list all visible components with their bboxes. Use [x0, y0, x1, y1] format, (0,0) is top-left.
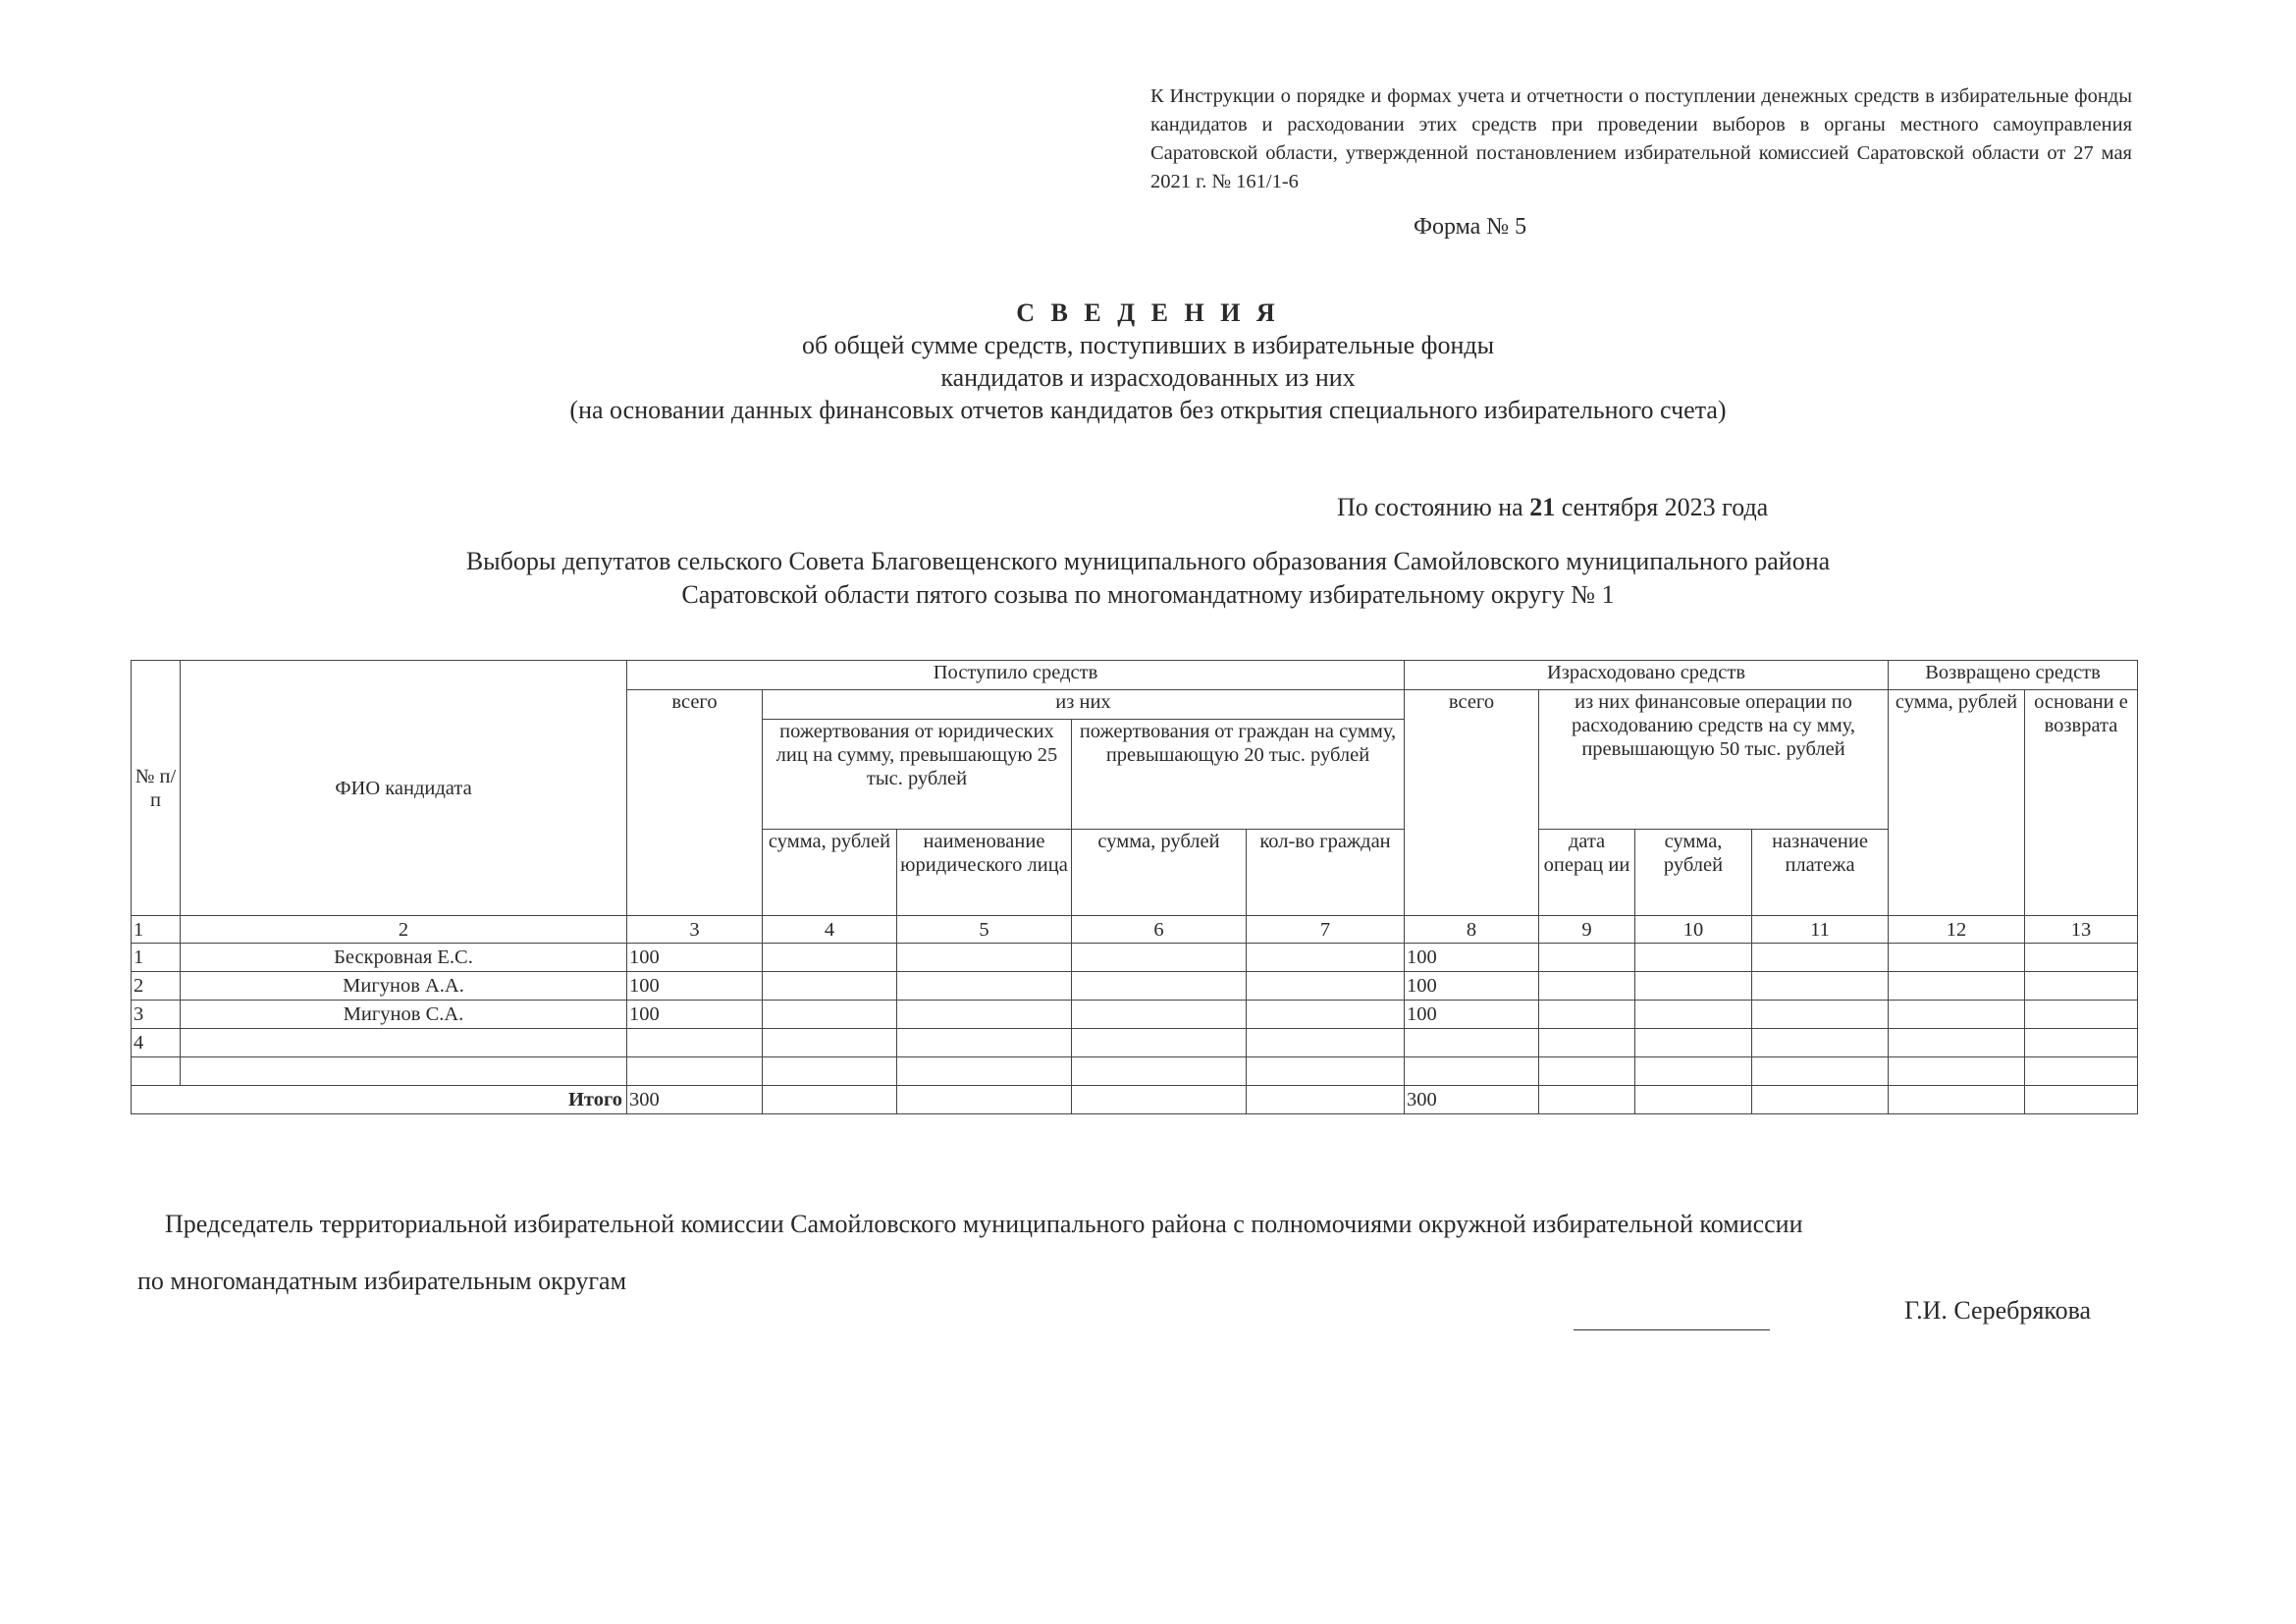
header-received: Поступило средств — [627, 661, 1405, 690]
colnum-10: 10 — [1635, 916, 1752, 944]
row-cell — [897, 1001, 1072, 1029]
row-cell — [1635, 944, 1752, 972]
totals-label: Итого — [132, 1086, 627, 1114]
colnum-13: 13 — [2025, 916, 2138, 944]
header-citizen-count: кол-во граждан — [1247, 830, 1405, 916]
row-cell — [1889, 1029, 2025, 1057]
row-cell — [2025, 1057, 2138, 1086]
title-line-2: кандидатов и израсходованных из них — [940, 363, 1356, 392]
row-received-total — [627, 1057, 763, 1086]
header-num: № п/п — [132, 661, 181, 916]
header-legal-donations: пожертвования от юридических лиц на сумму, превышающую 25 тыс. рублей — [763, 720, 1072, 830]
row-cell — [1752, 1057, 1889, 1086]
row-cell — [2025, 1029, 2138, 1057]
row-cell — [1635, 1029, 1752, 1057]
colnum-4: 4 — [763, 916, 897, 944]
colnum-7: 7 — [1247, 916, 1405, 944]
row-num — [132, 1057, 181, 1086]
row-cell — [1247, 972, 1405, 1001]
row-fio: Мигунов С.А. — [181, 1001, 627, 1029]
row-fio — [181, 1057, 627, 1086]
header-legal-name: наименование юридического лица — [897, 830, 1072, 916]
header-return-sum: сумма, рублей — [1889, 690, 2025, 916]
row-cell — [1247, 1001, 1405, 1029]
table-row — [132, 944, 2138, 972]
header-op-sum: сумма, рублей — [1635, 830, 1752, 916]
header-received-total: всего — [627, 690, 763, 916]
row-received-total: 100 — [627, 944, 763, 972]
row-cell — [2025, 1086, 2138, 1114]
row-received-total — [627, 1029, 763, 1057]
row-cell — [1889, 1086, 2025, 1114]
title-line-1: об общей сумме средств, поступивших в избирательные фонды — [801, 331, 1495, 359]
row-num: 2 — [132, 972, 181, 1001]
row-cell — [2025, 972, 2138, 1001]
signer-name: Г.И. Серебрякова — [1904, 1296, 2092, 1325]
as-of-day: 21 — [1529, 493, 1556, 521]
row-cell — [1635, 972, 1752, 1001]
row-cell — [1072, 972, 1247, 1001]
row-spent-total — [1405, 1029, 1539, 1057]
row-cell — [1635, 1001, 1752, 1029]
row-cell — [1072, 1057, 1247, 1086]
totals-spent: 300 — [1405, 1086, 1539, 1114]
header-legal-sum: сумма, рублей — [763, 830, 897, 916]
row-cell — [763, 944, 897, 972]
form-number: Форма № 5 — [1414, 214, 1527, 240]
row-cell — [1072, 1001, 1247, 1029]
colnum-5: 5 — [897, 916, 1072, 944]
row-cell — [763, 1029, 897, 1057]
header-returned: Возвращено средств — [1889, 661, 2138, 690]
table-row — [132, 1029, 2138, 1057]
colnum-1: 1 — [132, 916, 181, 944]
row-fio: Бескровная Е.С. — [181, 944, 627, 972]
as-of-date — [1337, 493, 1768, 522]
row-cell — [1539, 972, 1635, 1001]
row-cell — [1072, 944, 1247, 972]
table-row — [132, 1001, 2138, 1029]
header-spent-total: всего — [1405, 690, 1539, 916]
header-fio: ФИО кандидата — [181, 661, 627, 916]
chairman-line-2: по многомандатным избирательным округам — [137, 1267, 627, 1295]
colnum-8: 8 — [1405, 916, 1539, 944]
row-cell — [1539, 1001, 1635, 1029]
colnum-9: 9 — [1539, 916, 1635, 944]
row-cell — [1635, 1086, 1752, 1114]
row-fio — [181, 1029, 627, 1057]
title-line-3: (на основании данных финансовых отчетов кандидатов без открытия специального избирательного счета) — [569, 396, 1727, 424]
row-spent-total: 100 — [1405, 972, 1539, 1001]
chairman-caption — [137, 1196, 2160, 1310]
row-received-total: 100 — [627, 1001, 763, 1029]
as-of-prefix: По состоянию на — [1337, 493, 1530, 521]
row-spent-total: 100 — [1405, 944, 1539, 972]
colnum-2: 2 — [181, 916, 627, 944]
row-cell — [2025, 1001, 2138, 1029]
colnum-12: 12 — [1889, 916, 2025, 944]
title-main: С В Е Д Е Н И Я — [1016, 298, 1280, 327]
header-of-them: из них — [763, 690, 1405, 720]
row-cell — [897, 944, 1072, 972]
header-citizen-donations: пожертвования от граждан на сумму, превышающую 20 тыс. рублей — [1072, 720, 1405, 830]
header-spent: Израсходовано средств — [1405, 661, 1889, 690]
as-of-rest: сентября 2023 года — [1555, 493, 1769, 521]
funds-report-table — [131, 660, 2138, 1114]
instruction-reference: К Инструкции о порядке и формах учета и отчетности о поступлении денежных средств в избирательные фонды кандидатов и расходовании этих средств при проведении выборов в органы местного самоуправления Саратовской области, утвержденной постановлением избирательной комиссией Саратовской области от 27 мая 2021 г. № 161/1-6 — [1150, 85, 2132, 192]
row-num: 1 — [132, 944, 181, 972]
row-fio: Мигунов А.А. — [181, 972, 627, 1001]
colnum-11: 11 — [1752, 916, 1889, 944]
row-cell — [1752, 1001, 1889, 1029]
row-received-total: 100 — [627, 972, 763, 1001]
row-cell — [897, 1029, 1072, 1057]
row-cell — [897, 1086, 1072, 1114]
header-fin-ops: из них финансовые операции по расходованию средств на су мму, превышающую 50 тыс. рублей — [1539, 690, 1889, 830]
row-cell — [1752, 944, 1889, 972]
row-num: 3 — [132, 1001, 181, 1029]
row-cell — [1889, 944, 2025, 972]
row-num: 4 — [132, 1029, 181, 1057]
row-cell — [1889, 972, 2025, 1001]
header-return-basis: основани е возврата — [2025, 690, 2138, 916]
header-op-purpose: назначение платежа — [1752, 830, 1889, 916]
row-cell — [1247, 944, 1405, 972]
row-cell — [1072, 1086, 1247, 1114]
election-description — [0, 545, 2296, 612]
totals-row — [132, 1086, 2138, 1114]
document-title — [0, 297, 2296, 426]
header-citizen-sum: сумма, рублей — [1072, 830, 1247, 916]
row-cell — [1752, 1029, 1889, 1057]
row-cell — [763, 1086, 897, 1114]
row-cell — [763, 1057, 897, 1086]
row-spent-total: 100 — [1405, 1001, 1539, 1029]
row-cell — [1539, 944, 1635, 972]
chairman-line-1: Председатель территориальной избирательной комиссии Самойловского муниципального района с полномочиями окружной избирательной комиссии — [165, 1210, 1803, 1238]
row-cell — [1247, 1029, 1405, 1057]
totals-received: 300 — [627, 1086, 763, 1114]
colnum-6: 6 — [1072, 916, 1247, 944]
row-cell — [1539, 1086, 1635, 1114]
row-cell — [2025, 944, 2138, 972]
election-line-2: Саратовской области пятого созыва по многомандатному избирательному округу № 1 — [681, 580, 1615, 609]
row-cell — [1539, 1057, 1635, 1086]
row-cell — [1247, 1086, 1405, 1114]
row-cell — [1752, 1086, 1889, 1114]
row-cell — [1752, 972, 1889, 1001]
row-cell — [763, 972, 897, 1001]
signature-line — [1574, 1329, 1770, 1330]
header-op-date: дата операц ии — [1539, 830, 1635, 916]
row-spent-total — [1405, 1057, 1539, 1086]
row-cell — [897, 972, 1072, 1001]
row-cell — [1635, 1057, 1752, 1086]
table-row — [132, 972, 2138, 1001]
row-cell — [1889, 1001, 2025, 1029]
row-cell — [763, 1001, 897, 1029]
table-row — [132, 1057, 2138, 1086]
row-cell — [1072, 1029, 1247, 1057]
row-cell — [1539, 1029, 1635, 1057]
election-line-1: Выборы депутатов сельского Совета Благовещенского муниципального образования Самойловского муниципального района — [465, 547, 1831, 575]
row-cell — [1247, 1057, 1405, 1086]
row-cell — [1889, 1057, 2025, 1086]
colnum-3: 3 — [627, 916, 763, 944]
row-cell — [897, 1057, 1072, 1086]
